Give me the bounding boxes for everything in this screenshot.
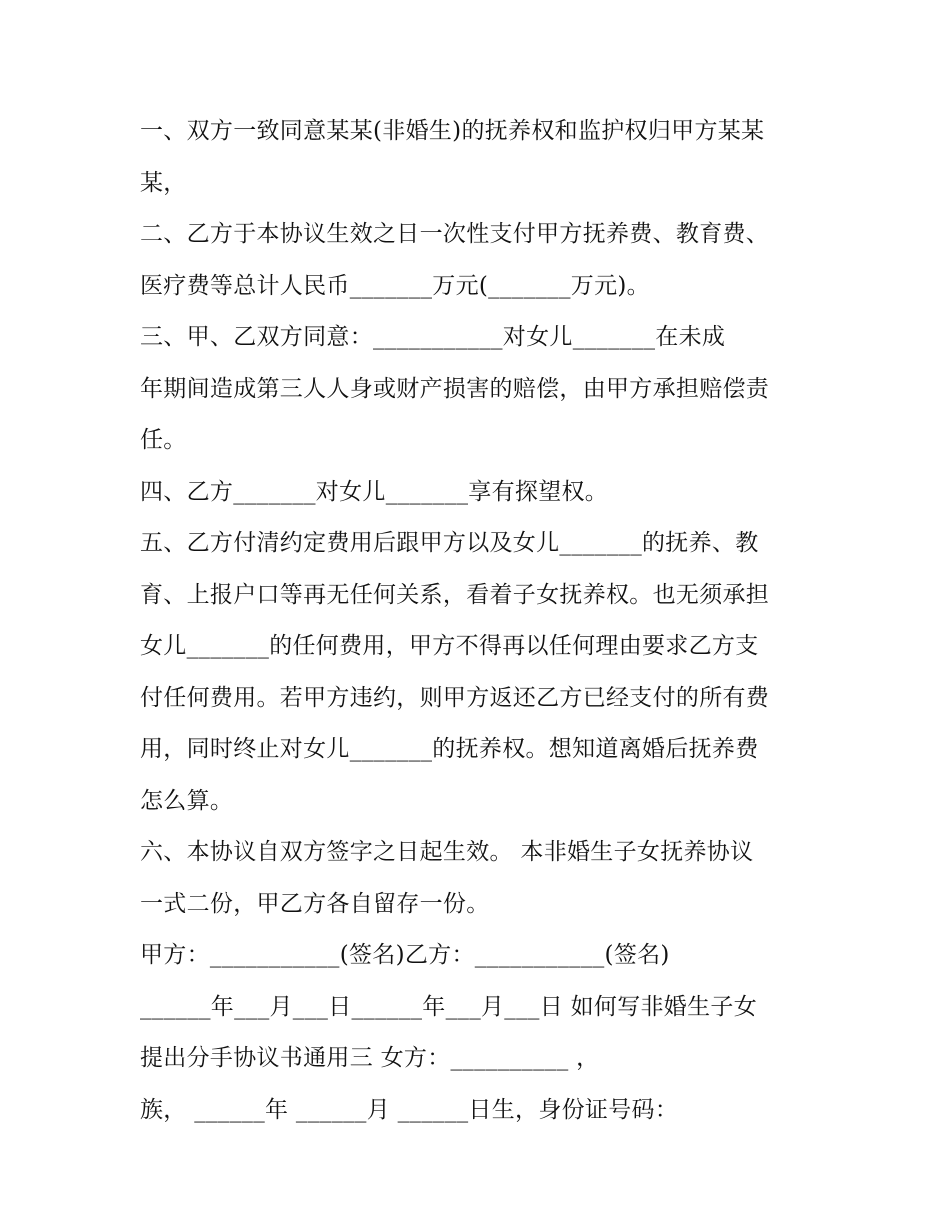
text-line-14: 怎么算。 [140,787,234,814]
text-line-6: 年期间造成第三人人身或财产损害的赔偿，由甲方承担赔偿责 [140,375,770,402]
text-line-5: 三、甲、乙双方同意：___________对女儿_______在未成 [140,324,726,350]
text-line-15: 六、本协议自双方签字之日起生效。 本非婚生子女抚养协议 [140,839,754,865]
text-line-12: 付任何费用。若甲方违约，则甲方返还乙方已经支付的所有费 [140,684,770,711]
text-line-19: 提出分手协议书通用三 女方：__________ ， [140,1045,600,1071]
text-line-18: ______年___月___日______年___月___日 如何写非婚生子女 [140,993,758,1020]
text-line-8: 四、乙方_______对女儿_______享有探望权。 [140,478,609,505]
text-line-13: 用，同时终止对女儿_______的抚养权。想知道离婚后抚养费 [140,736,759,762]
text-line-17: 甲方：___________(签名)乙方：___________(签名) [140,942,670,968]
agreement-body [140,106,820,1136]
text-line-2: 某， [140,169,187,196]
text-line-9: 五、乙方付清约定费用后跟甲方以及女儿_______的抚养、教 [140,530,759,556]
text-line-10: 育、上报户口等再无任何关系，看着子女抚养权。也无须承担 [140,581,770,608]
text-line-7: 任。 [140,427,187,453]
text-line-3: 二、乙方于本协议生效之日一次性支付甲方抚养费、教育费、 [140,221,770,247]
text-line-4: 医疗费等总计人民币_______万元(_______万元)。 [140,272,650,299]
text-line-16: 一式二份，甲乙方各自留存一份。 [140,890,490,917]
text-line-1: 一、双方一致同意某某(非婚生)的抚养权和监护权归甲方某某 [140,118,765,144]
text-line-20: 族， ______年 ______月 ______日生，身份证号码： [140,1096,679,1123]
text-line-11: 女儿_______的任何费用，甲方不得再以任何理由要求乙方支 [140,633,759,659]
